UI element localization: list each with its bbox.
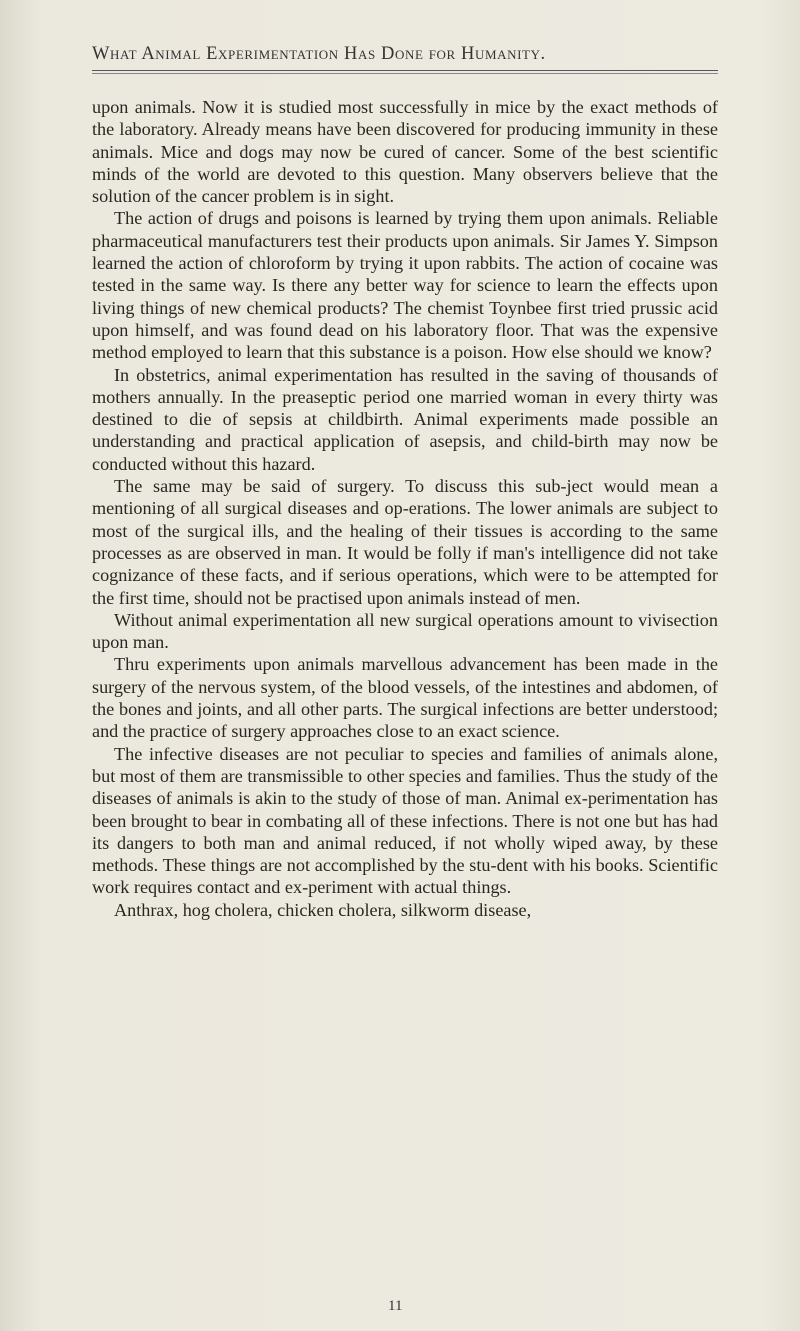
paragraph: The same may be said of surgery. To discuss this sub-ject would mean a mentioning of all surgical diseases and op-erations. The lower animals are subject to most of the surgical ills, and the healing of their tissues is according to the same processes as are observed in man. It would be folly if man's intelligence did not take cognizance of these facts, and if serious operations, which were to be attempted for the first time, should not be practised upon animals instead of men.	[92, 476, 718, 608]
paragraph: In obstetrics, animal experimentation has resulted in the saving of thousands of mothers annually. In the preaseptic period one married woman in every thirty was destined to die of sepsis at childbirth. Animal experiments made possible an understanding and practical application of asepsis, and child-birth may now be conducted without this hazard.	[92, 364, 718, 474]
paragraph: Anthrax, hog cholera, chicken cholera, silkworm disease,	[114, 899, 532, 920]
header-rule	[92, 70, 718, 71]
paragraph: The action of drugs and poisons is learned by trying them upon animals. Reliable pharmaceutical manufacturers test their products upon animals. Sir James Y. Simpson learned the action of chloroform by trying it upon rabbits. The action of cocaine was tested in the same way. Is there any better way for science to learn the effects upon living things of new chemical products? The chemist Toynbee first tried prussic acid upon himself, and was found dead on his laboratory floor. That was the expensive method employed to learn that this substance is a poison. How else should we know?	[92, 208, 718, 363]
page-number: 11	[388, 1298, 403, 1314]
paragraph: The infective diseases are not peculiar to species and families of animals alone, but most of them are transmissible to other species and families. Thus the study of the diseases of animals is akin to the study of those of man. Animal ex-perimentation has been brought to bear in combating all of these infections. There is not one but has had its dangers to both man and animal reduced, if not wholly wiped away, by these methods. These things are not accomplished by the stu-dent with his books. Scientific work requires contact and ex-periment with actual things.	[92, 743, 718, 898]
paragraph: upon animals. Now it is studied most successfully in mice by the exact methods of the laboratory. Already means have been discovered for producing immunity in these animals. Mice and dogs may now be cured of cancer. Some of the best scientific minds of the world are devoted to this question. Many observers believe that the solution of the cancer problem is in sight.	[92, 97, 718, 207]
body-text	[92, 96, 718, 921]
running-header: What Animal Experimentation Has Done for Humanity.	[92, 44, 546, 64]
header-rule-secondary	[92, 73, 718, 74]
paragraph: Thru experiments upon animals marvellous advancement has been made in the surgery of the nervous system, of the blood vessels, of the intestines and abdomen, of the bones and joints, and all other parts. The surgical infections are better understood; and the practice of surgery approaches close to an exact science.	[92, 654, 718, 742]
paragraph: Without animal experimentation all new surgical operations amount to vivisection upon man.	[92, 609, 718, 653]
